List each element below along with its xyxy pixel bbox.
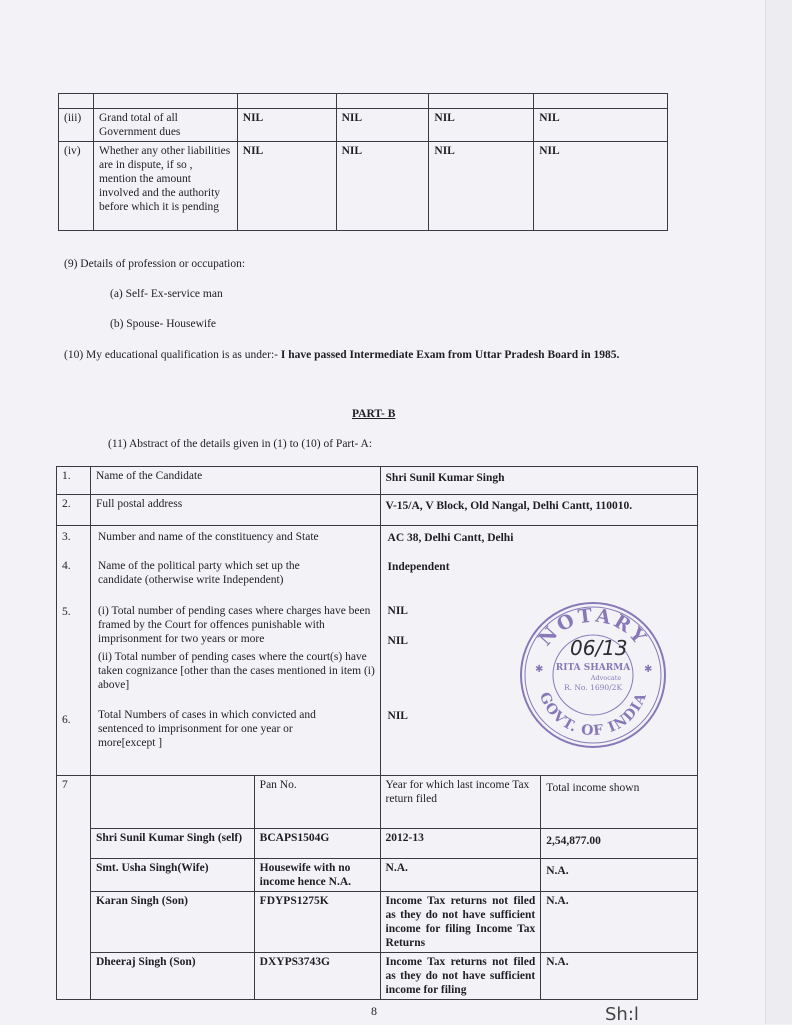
- tax-year: Income Tax returns not filed as they do not have sufficient income for filing: [380, 953, 541, 1000]
- stamp-registration: R. No. 1690/2K: [563, 683, 623, 692]
- table-row: [57, 829, 698, 859]
- stamp-handwritten-date: 06/13: [570, 636, 628, 660]
- table-row: [57, 953, 698, 1000]
- pan-number: FDYPS1275K: [254, 892, 380, 953]
- stamp-name: RITA SHARMA: [555, 663, 631, 673]
- table-row: [57, 495, 698, 526]
- row-numbers-cell: [57, 526, 91, 776]
- education-prefix: (10) My educational qualification is as under:-: [64, 349, 278, 361]
- tax-year: 2012-13: [380, 829, 541, 859]
- row-number: 2.: [57, 495, 91, 526]
- part-b-abstract: (11) Abstract of the details given in (1) to (10) of Part- A:: [108, 438, 373, 450]
- row-labels-cell: [90, 526, 380, 776]
- section-9-heading: (9) Details of profession or occupation:: [64, 258, 246, 270]
- notary-stamp: [518, 600, 668, 750]
- table-row: [57, 467, 698, 495]
- stamp-top-text: NOTARY: [534, 604, 652, 651]
- row-label: (ii) Total number of pending cases where the court(s) have taken cognizance [other than the cases mentioned in item (i) above]: [97, 651, 375, 691]
- constituency-value: AC 38, Delhi Cantt, Delhi: [387, 532, 514, 544]
- star-icon: ✱: [644, 664, 653, 675]
- row-number: 3.: [62, 531, 71, 543]
- education-line: [64, 349, 619, 361]
- pan-number: Housewife with no income hence N.A.: [254, 859, 380, 892]
- part-b-title: PART- B: [352, 408, 396, 420]
- table-header-row: [59, 94, 668, 109]
- cell-value: NIL: [336, 109, 429, 142]
- table-row: [57, 859, 698, 892]
- member-name: Karan Singh (Son): [90, 892, 254, 953]
- row-number: 1.: [57, 467, 91, 495]
- table-row: [57, 892, 698, 953]
- candidate-name: Shri Sunil Kumar Singh: [380, 467, 697, 495]
- liabilities-table: [58, 93, 668, 231]
- party-value: Independent: [387, 561, 450, 573]
- year-header: Year for which last income Tax return filed: [380, 776, 541, 829]
- income-value: 2,54,877.00: [541, 829, 698, 859]
- cell-value: NIL: [534, 142, 668, 231]
- stamp-role: Advocate: [590, 674, 622, 682]
- pan-number: BCAPS1504G: [254, 829, 380, 859]
- star-icon: ✱: [535, 664, 544, 675]
- signature-scribble: Sh:l: [605, 1004, 639, 1025]
- pan-header: Pan No.: [254, 776, 380, 829]
- cell-value: NIL: [429, 142, 534, 231]
- pending-cases-value: NIL: [387, 605, 408, 617]
- row-number: 7: [57, 776, 91, 1000]
- cell-value: NIL: [534, 109, 668, 142]
- table-row: [59, 109, 668, 142]
- row-number: 4.: [62, 560, 71, 572]
- cognizance-cases-value: NIL: [387, 635, 408, 647]
- income-header-row: [57, 776, 698, 829]
- page-edge: [765, 0, 792, 1024]
- tax-year: N.A.: [380, 859, 541, 892]
- occupation-self: (a) Self- Ex-service man: [110, 288, 223, 300]
- income-value: N.A.: [541, 859, 698, 892]
- income-value: N.A.: [541, 953, 698, 1000]
- row-label: Full postal address: [90, 495, 380, 526]
- page-number: 8: [371, 1004, 377, 1018]
- income-header: Total income shown: [541, 776, 698, 829]
- pan-number: DXYPS3743G: [254, 953, 380, 1000]
- member-name: Smt. Usha Singh(Wife): [90, 859, 254, 892]
- cell-value: NIL: [237, 142, 336, 231]
- table-row: [59, 142, 668, 231]
- row-label: (i) Total number of pending cases where charges have been framed by the Court for offences punishable with imprisonment for two years or more: [97, 605, 371, 645]
- income-value: N.A.: [541, 892, 698, 953]
- stamp-bottom-text: GOVT. OF INDIA: [535, 690, 651, 740]
- member-name: Shri Sunil Kumar Singh (self): [90, 829, 254, 859]
- row-label: Total Numbers of cases in which convicted and sentenced to imprisonment for one year or more[except ]: [97, 709, 316, 749]
- cell-value: NIL: [336, 142, 429, 231]
- postal-address: V-15/A, V Block, Old Nangal, Delhi Cantt, 110010.: [380, 495, 697, 526]
- row-label: Name of the Candidate: [90, 467, 380, 495]
- row-number: (iii): [59, 109, 94, 142]
- occupation-spouse: (b) Spouse- Housewife: [110, 318, 217, 330]
- member-name: Dheeraj Singh (Son): [90, 953, 254, 1000]
- row-number: (iv): [59, 142, 94, 231]
- cell-value: NIL: [237, 109, 336, 142]
- cell-value: NIL: [429, 109, 534, 142]
- row-label: Number and name of the constituency and State: [97, 531, 319, 543]
- row-description: Whether any other liabilities are in dispute, if so , mention the amount involved and the authority before which it is pending: [93, 142, 237, 231]
- tax-year: Income Tax returns not filed as they do not have sufficient income for filing Income Tax Returns: [380, 892, 541, 953]
- row-number: 6.: [62, 714, 71, 726]
- education-value: I have passed Intermediate Exam from Uttar Pradesh Board in 1985.: [280, 349, 620, 361]
- row-number: 5.: [62, 606, 71, 618]
- row-label: Name of the political party which set up the candidate (otherwise write Independent): [97, 560, 300, 586]
- row-description: Grand total of all Government dues: [93, 109, 237, 142]
- convicted-cases-value: NIL: [387, 710, 408, 722]
